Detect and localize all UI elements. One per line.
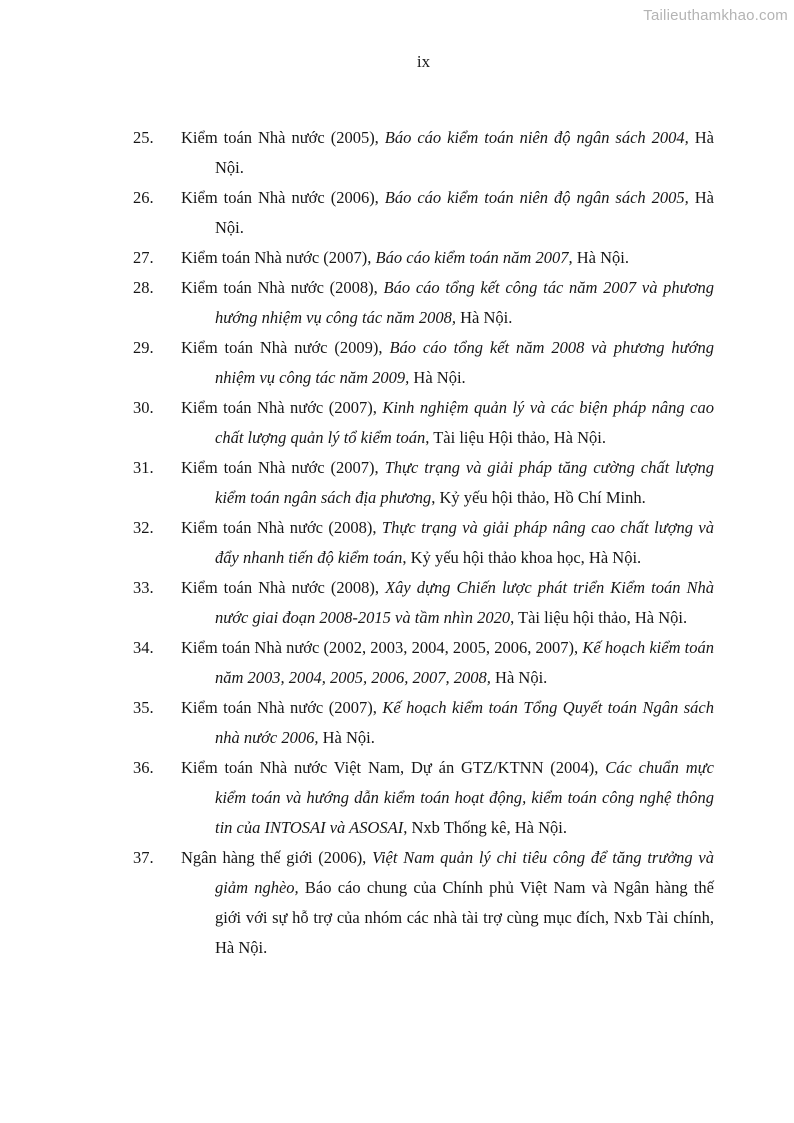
- reference-item: [133, 333, 714, 393]
- reference-author-year: Kiểm toán Nhà nước (2009),: [181, 338, 390, 357]
- reference-item: [133, 183, 714, 243]
- reference-item: [133, 753, 714, 843]
- reference-item: [133, 393, 714, 453]
- reference-publisher-location: , Tài liệu hội thảo, Hà Nội.: [510, 608, 688, 627]
- reference-author-year: Ngân hàng thế giới (2006),: [181, 848, 373, 867]
- reference-title-italic: Báo cáo tổng kết công tác năm 2007 và phương hướng nhiệm vụ công tác năm 2008,: [215, 278, 714, 327]
- reference-title-italic: Kế hoạch kiểm toán năm 2003, 2004, 2005, 2006, 2007, 2008,: [215, 638, 714, 687]
- watermark-text: Tailieuthamkhao.com: [643, 7, 788, 24]
- reference-title-italic: Các chuẩn mực kiểm toán và hướng dẫn kiểm toán hoạt động, kiểm toán công nghệ thông tin của INTOSAI và ASOSAI: [215, 758, 714, 837]
- reference-item: [133, 843, 714, 963]
- reference-author-year: Kiểm toán Nhà nước (2007),: [181, 248, 376, 267]
- reference-title-italic: Báo cáo tổng kết năm 2008 và phương hướng nhiệm vụ công tác năm 2009,: [215, 338, 714, 387]
- reference-author-year: Kiểm toán Nhà nước (2007),: [181, 698, 383, 717]
- reference-number: 36.: [133, 758, 154, 777]
- reference-publisher-location: Hà Nội.: [215, 128, 714, 177]
- reference-author-year: Kiểm toán Nhà nước Việt Nam, Dự án GTZ/KTNN (2004),: [181, 758, 606, 777]
- reference-author-year: Kiểm toán Nhà nước (2007),: [181, 458, 385, 477]
- reference-item: [133, 573, 714, 633]
- reference-title-italic: Báo cáo kiểm toán niên độ ngân sách 2005,: [384, 188, 689, 207]
- reference-number: 35.: [133, 698, 154, 717]
- reference-author-year: Kiểm toán Nhà nước (2002, 2003, 2004, 2005, 2006, 2007),: [181, 638, 583, 657]
- reference-title-italic: Xây dựng Chiến lược phát triển Kiểm toán Nhà nước giai đoạn 2008-2015 và tầm nhìn 2020: [215, 578, 714, 627]
- reference-publisher-location: Hà Nội.: [490, 668, 548, 687]
- reference-number: 28.: [133, 278, 154, 297]
- reference-number: 31.: [133, 458, 154, 477]
- reference-publisher-location: , Kỷ yếu hội thảo, Hồ Chí Minh.: [431, 488, 646, 507]
- reference-author-year: Kiểm toán Nhà nước (2007),: [181, 398, 383, 417]
- reference-author-year: Kiểm toán Nhà nước (2008),: [181, 278, 384, 297]
- reference-title-italic: Báo cáo kiểm toán niên độ ngân sách 2004,: [384, 128, 689, 147]
- reference-publisher-location: , Nxb Thống kê, Hà Nội.: [403, 818, 567, 837]
- reference-number: 37.: [133, 848, 154, 867]
- reference-item: [133, 243, 714, 273]
- reference-publisher-location: , Kỷ yếu hội thảo khoa học, Hà Nội.: [402, 548, 642, 567]
- reference-number: 33.: [133, 578, 154, 597]
- reference-publisher-location: Hà Nội.: [409, 368, 466, 387]
- reference-item: [133, 633, 714, 693]
- reference-title-italic: Báo cáo kiểm toán năm 2007,: [375, 248, 573, 267]
- reference-number: 29.: [133, 338, 154, 357]
- reference-publisher-location: , Tài liệu Hội thảo, Hà Nội.: [425, 428, 606, 447]
- page-number: ix: [416, 52, 431, 71]
- reference-number: 27.: [133, 248, 154, 267]
- reference-title-italic: Thực trạng và giải pháp tăng cường chất lượng kiểm toán ngân sách địa phương: [215, 458, 714, 507]
- reference-number: 25.: [133, 128, 154, 147]
- reference-author-year: Kiểm toán Nhà nước (2008),: [181, 578, 386, 597]
- reference-title-italic: Việt Nam quản lý chi tiêu công để tăng trưởng và giảm nghèo,: [215, 848, 714, 897]
- reference-number: 26.: [133, 188, 154, 207]
- reference-title-italic: Kinh nghiệm quản lý và các biện pháp nâng cao chất lượng quản lý tổ kiểm toán: [215, 398, 714, 447]
- reference-item: [133, 123, 714, 183]
- reference-publisher-location: Báo cáo chung của Chính phủ Việt Nam và Ngân hàng thế giới với sự hỗ trợ của nhóm các nhà tài trợ cùng mục đích, Nxb Tài chính, Hà Nội.: [215, 878, 714, 957]
- reference-publisher-location: Hà Nội.: [455, 308, 513, 327]
- reference-number: 30.: [133, 398, 154, 417]
- reference-title-italic: Kế hoạch kiểm toán Tổng Quyết toán Ngân sách nhà nước 2006,: [215, 698, 714, 747]
- reference-number: 32.: [133, 518, 154, 537]
- reference-item: [133, 273, 714, 333]
- reference-publisher-location: Hà Nội.: [318, 728, 375, 747]
- reference-item: [133, 513, 714, 573]
- reference-author-year: Kiểm toán Nhà nước (2006),: [181, 188, 385, 207]
- reference-item: [133, 453, 714, 513]
- references-list: [133, 123, 714, 963]
- reference-item: [133, 693, 714, 753]
- reference-publisher-location: Hà Nội.: [215, 188, 714, 237]
- reference-publisher-location: Hà Nội.: [572, 248, 629, 267]
- reference-title-italic: Thực trạng và giải pháp nâng cao chất lượng và đẩy nhanh tiến độ kiểm toán: [215, 518, 714, 567]
- reference-number: 34.: [133, 638, 154, 657]
- reference-author-year: Kiểm toán Nhà nước (2005),: [181, 128, 385, 147]
- reference-author-year: Kiểm toán Nhà nước (2008),: [181, 518, 382, 537]
